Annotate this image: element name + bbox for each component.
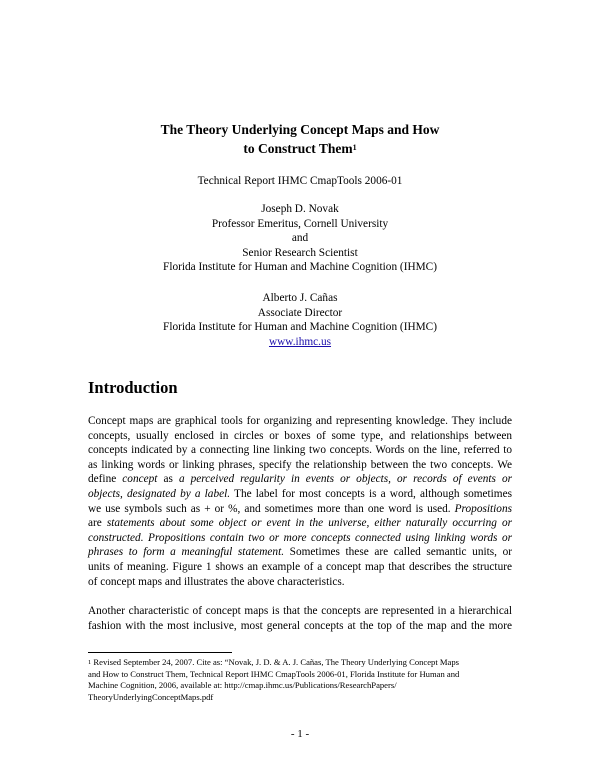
footnote-mark: 1 <box>88 659 92 666</box>
text-run: are <box>88 517 107 530</box>
text-run: as <box>157 473 179 486</box>
author1-role2: Senior Research Scientist <box>242 246 358 259</box>
paragraph-2 <box>88 604 512 633</box>
report-id-block <box>88 174 512 189</box>
author2-name: Alberto J. Cañas <box>262 292 338 304</box>
paragraph-1-line <box>88 472 512 487</box>
section-heading-introduction: Introduction <box>88 378 178 397</box>
paragraph-1-line <box>88 516 512 531</box>
paragraph-1-line: concepts, usually enclosed in circles or boxes of some type, and relationships between <box>88 429 512 442</box>
italic-run: statements about some object or event in the universe, either naturally occurring or <box>106 517 512 530</box>
paragraph-2-line: Another characteristic of concept maps is that the concepts are represented in a hierarchical <box>88 605 512 617</box>
paragraph-1-line: concepts indicated by a connecting line linking two concepts. Words on the line, referred to <box>88 444 512 457</box>
page-number: - 1 - <box>290 728 310 740</box>
footnote-line <box>88 657 512 669</box>
paragraph-1-line: as linking words or linking phrases, specify the relationship between the two concepts. We <box>88 458 512 471</box>
paragraph-1-line: of concept maps and illustrates the above characteristics. <box>88 575 345 588</box>
footnote-line: TheoryUnderlyingConceptMaps.pdf <box>88 691 214 702</box>
title-line-2-text: to Construct Them <box>243 141 353 156</box>
italic-run: phrases to form a meaningful statement. <box>88 546 285 559</box>
paragraph-1-line <box>88 487 512 502</box>
text-run: define <box>88 473 123 486</box>
footnote-separator <box>88 652 232 653</box>
author2-affiliation: Florida Institute for Human and Machine Cognition (IHMC) <box>163 321 437 334</box>
author1-role1: Professor Emeritus, Cornell University <box>211 217 389 230</box>
italic-run: a perceived regularity in events or objects, or records of events or <box>178 473 512 486</box>
paragraph-2-line: fashion with the most inclusive, most general concepts at the top of the map and the more <box>88 619 512 632</box>
text-run: we use symbols such as + or %, and sometimes more than one word is used. <box>88 502 455 515</box>
report-id: Technical Report IHMC CmapTools 2006-01 <box>197 175 403 187</box>
author2-block <box>88 291 512 349</box>
paragraph-1-line: Concept maps are graphical tools for organizing and representing knowledge. They include <box>88 415 512 427</box>
italic-run: constructed. Propositions contain two or more concepts connected using linking words or <box>88 531 512 544</box>
italic-run: concept <box>122 473 158 486</box>
paragraph-1-line: units of meaning. Figure 1 shows an example of a concept map that describes the structure <box>88 560 512 573</box>
title-line-1: The Theory Underlying Concept Maps and How <box>160 122 440 137</box>
author1-block <box>88 202 512 275</box>
paragraph-1-line <box>88 502 512 517</box>
author1-name: Joseph D. Novak <box>261 203 339 215</box>
author1-and: and <box>291 232 309 245</box>
author2-role: Associate Director <box>257 306 343 319</box>
title-footnote-mark[interactable]: 1 <box>352 143 357 152</box>
title-line-2 <box>88 139 512 158</box>
footnote <box>88 657 512 703</box>
text-run: Revised September 24, 2007. Cite as: “Novak, J. D. & A. J. Cañas, The Theory Underlying Concept Maps <box>91 657 459 667</box>
text-run: The label for most concepts is a word, although sometimes <box>230 487 512 500</box>
paragraph-1 <box>88 414 512 589</box>
text-run: Sometimes these are called semantic units, or <box>284 546 513 559</box>
italic-run: objects, designated by a label. <box>88 487 231 500</box>
footnote-line: and How to Construct Them, Technical Report IHMC CmapTools 2006-01, Florida Institute for Human and <box>88 668 460 679</box>
author1-affiliation: Florida Institute for Human and Machine Cognition (IHMC) <box>163 261 437 274</box>
paragraph-1-line <box>88 545 512 560</box>
ihmc-link[interactable]: www.ihmc.us <box>268 335 332 348</box>
footnote-line: Machine Cognition, 2006, available at: http://cmap.ihmc.us/Publications/ResearchPapers/ <box>88 680 397 691</box>
paragraph-1-line <box>88 531 512 546</box>
italic-run: Propositions <box>454 502 512 515</box>
document-title <box>88 120 512 158</box>
